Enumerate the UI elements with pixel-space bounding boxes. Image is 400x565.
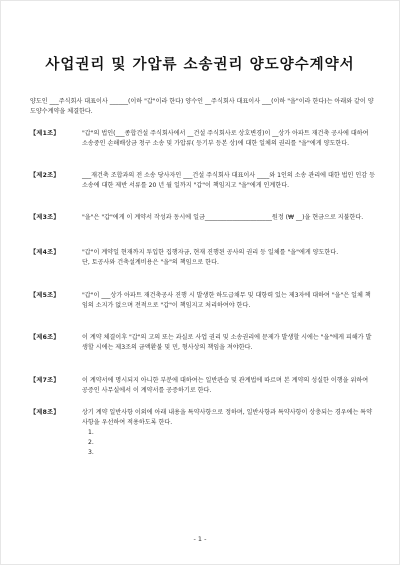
- article-2: [30, 171, 375, 191]
- document-title: 사업권리 및 가압류 소송권리 양도양수계약서: [45, 57, 355, 73]
- article-8: [30, 408, 375, 458]
- article-text: ___재건축 조합과의 전 소송 당사자인 ___건설 주식회사 대표이사 ____와 1인의 소송 관리에 대한 법인 인감 등 소송에 대한 제반 서류를 20 년 월 일까지 "갑"이 책임지고 "을"에게 인계한다.: [82, 172, 375, 189]
- special-clause-item-3: 3.: [88, 449, 94, 456]
- page-number: - 1 -: [193, 535, 207, 543]
- article-number: 【제3조】: [30, 214, 60, 221]
- article-text: 이 계약서에 명시되지 아니한 부분에 대하여는 일반관습 및 관계법에 따르며 본 계약의 성실한 이행을 위하여 공증인 사무실에서 이 계약서를 공증하기로 한다.: [82, 377, 369, 394]
- article-number: 【제5조】: [30, 292, 60, 299]
- article-text: 이 계약 체결이후 "갑"의 고의 또는 과실로 사업 권리 및 소송권리에 문제가 발생할 시에는 "을"에게 피해가 발생할 시에는 제3조의 금액환불 및 민, 형사상의 책임을 져야한다.: [82, 334, 372, 351]
- article-text: "갑"이 ___상가 아파트 재건축공사 진행 시 발생한 하도급채무 및 대항력 있는 제3자에 대하여 "을"은 일체 책임의 소지가 없으며 전적으로 "갑"이 책임지고 처리하여야 한다.: [82, 292, 371, 309]
- article-number: 【제6조】: [30, 334, 60, 341]
- article-text: "을"은 "갑"에게 이 계약서 작성과 동시에 일금______________________원정 (₩ __)을 현금으로 지불한다.: [82, 214, 364, 221]
- article-number: 【제7조】: [30, 377, 60, 384]
- article-text: 상기 계약 일반사항 이외에 아래 내용을 특약사항으로 정하며, 일반사항과 특약사항이 상충되는 경우에는 특약사항을 우선하여 적용하도록 한다.: [82, 409, 373, 426]
- special-clause-item-1: 1.: [88, 429, 94, 436]
- special-clause-item-2: 2.: [88, 439, 94, 446]
- intro-paragraph: 양도인 ___주식회사 대표이사 ______(이하 "갑"이라 한다) 양수인 __주식회사 대표이사 ___(이하 "을"이라 한다)는 아래와 같이 양도양수계약을 체결한다.: [30, 98, 374, 115]
- article-proviso: 단, 토공사와 건축설계비용은 "을"의 책임으로 한다.: [82, 259, 219, 266]
- article-text: "갑"의 법인(___종합건설 주식회사에서 __건설 주식회사로 상호변경)이 __상가 아파트 재건축 공사에 대하여 소송중인 손해배상금 청구 소송 및 가압류( 등기부 등본 상)에 대한 일체의 권리를 "을"에게 양도한다.: [82, 130, 369, 147]
- article-3: [30, 213, 375, 223]
- article-number: 【제1조】: [30, 130, 60, 137]
- article-number: 【제2조】: [30, 172, 60, 179]
- article-1: [30, 129, 375, 149]
- article-text: "갑"이 계약일 현재까지 투입한 집행자금, 현재 진행된 공사의 권리 등 일체를 "을"에게 양도한다.: [82, 249, 339, 256]
- article-4: [30, 248, 375, 268]
- article-7: [30, 376, 375, 396]
- article-number: 【제4조】: [30, 249, 60, 256]
- article-number: 【제8조】: [30, 409, 60, 416]
- article-6: [30, 333, 375, 353]
- article-5: [30, 291, 375, 311]
